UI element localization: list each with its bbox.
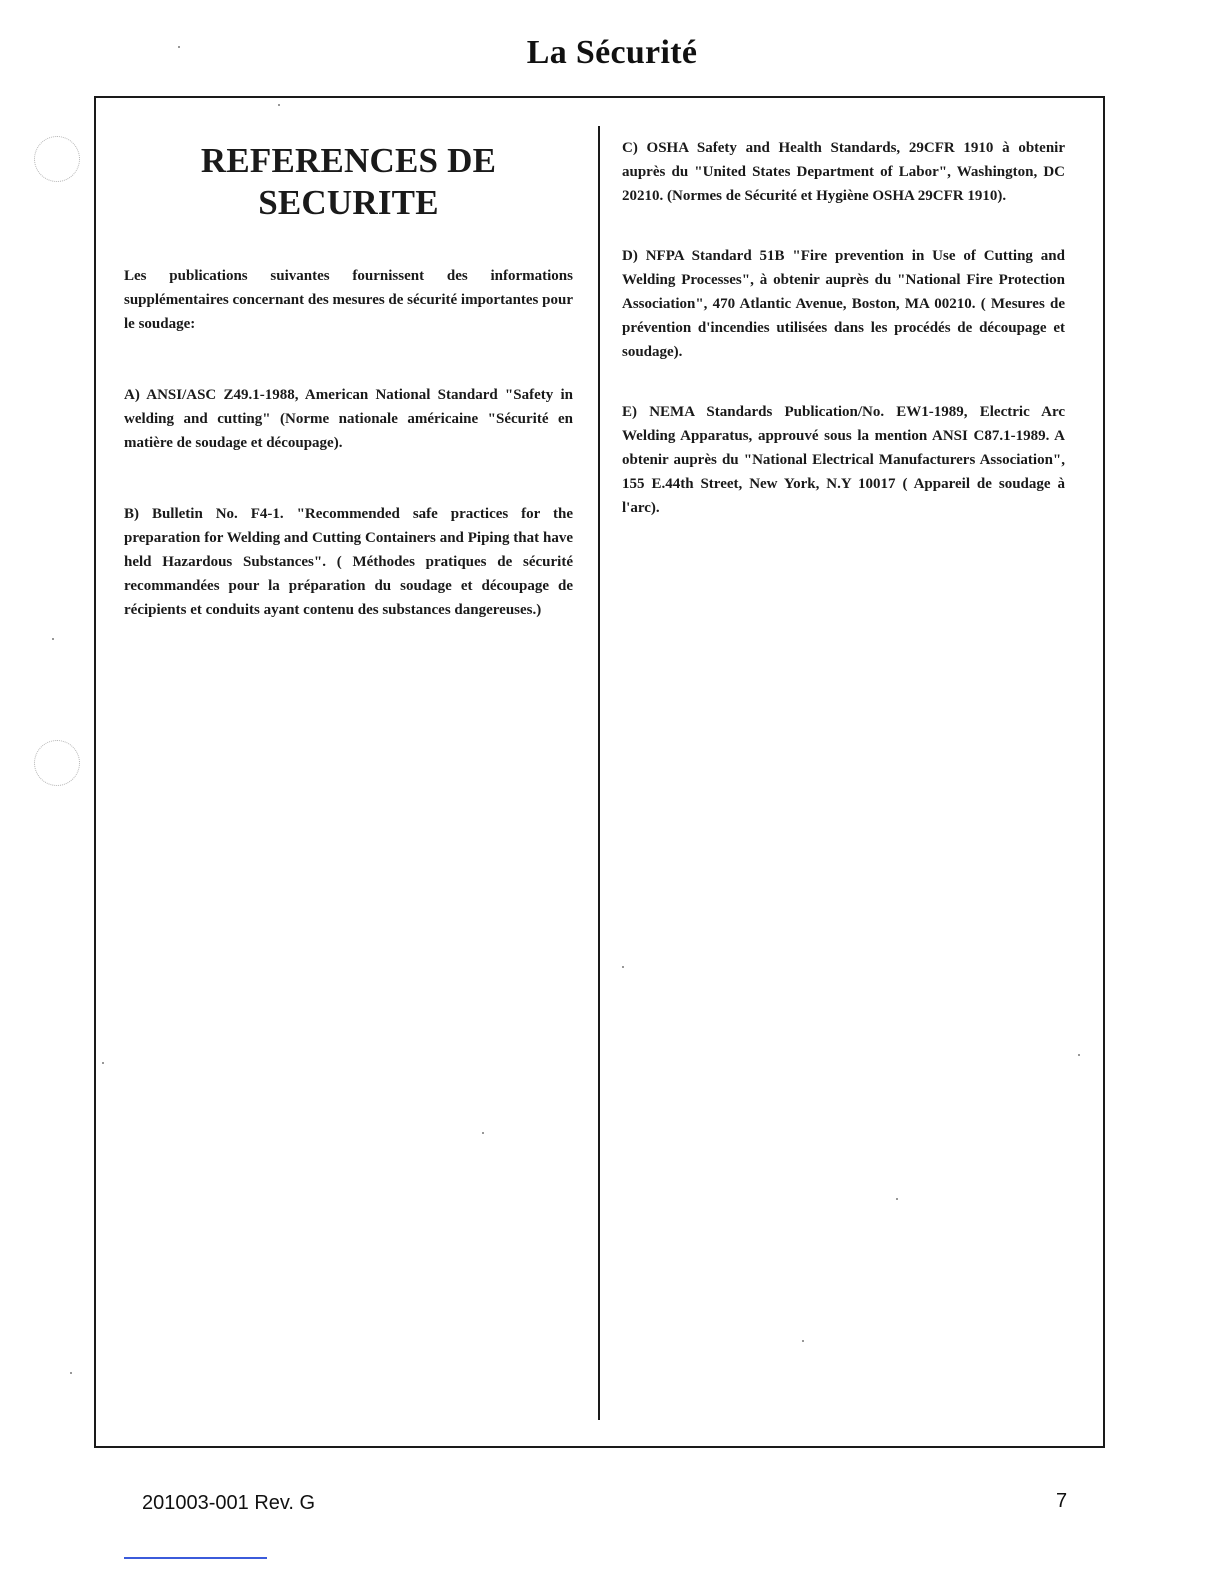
reference-item-d: D) NFPA Standard 51B "Fire prevention in Use of Cutting and Welding Processes", à obtenir auprès du "National Fire Protection Association", 470 Atlantic Avenue, Boston, MA 00210. ( Mesures de prévention d'incendies utilisées dans les procédés de découpage et soudage). (622, 248, 1065, 360)
binder-hole-mark (34, 740, 80, 786)
intro-paragraph: Les publications suivantes fournissent des informations supplémentaires concernant des mesures de sécurité importantes pour le soudage: (124, 268, 573, 332)
reference-item-c: C) OSHA Safety and Health Standards, 29CFR 1910 à obtenir auprès du "United States Department of Labor", Washington, DC 20210. (Normes de Sécurité et Hygiène OSHA 29CFR 1910). (622, 140, 1065, 204)
page-number: 7 (1056, 1490, 1068, 1512)
column-divider (598, 126, 600, 1420)
section-title-line-1: REFERENCES DE (200, 141, 497, 180)
scan-speck (482, 1132, 484, 1134)
scan-speck (178, 46, 180, 48)
reference-item-e: E) NEMA Standards Publication/No. EW1-1989, Electric Arc Welding Apparatus, approuvé sous la mention ANSI C87.1-1989. A obtenir auprès du "National Electrical Manufacturers Association", 155 E.44th Street, New York, N.Y 10017 ( Appareil de soudage à l'arc). (622, 404, 1065, 516)
bottom-rule (124, 1557, 267, 1559)
scan-speck (70, 1372, 72, 1374)
scan-speck (278, 104, 280, 106)
right-column (622, 136, 1065, 556)
section-title-line-2: SECURITE (258, 183, 439, 222)
scan-speck (896, 1198, 898, 1200)
binder-hole-mark (34, 136, 80, 182)
left-column (124, 140, 573, 669)
scan-speck (802, 1340, 804, 1342)
page-title: La Sécurité (526, 34, 698, 71)
scan-speck (52, 638, 54, 640)
section-title (124, 140, 573, 224)
reference-item-b: B) Bulletin No. F4-1. "Recommended safe practices for the preparation for Welding and Cutting Containers and Piping that have held Hazardous Substances". ( Méthodes pratiques de sécurité recommandées pour la préparation du soudage et découpage de récipients et conduits ayant contenu des substances dangereuses.) (124, 506, 573, 618)
document-number: 201003-001 Rev. G (142, 1492, 316, 1514)
scan-speck (102, 1062, 104, 1064)
scan-speck (622, 966, 624, 968)
scan-speck (1078, 1054, 1080, 1056)
reference-item-a: A) ANSI/ASC Z49.1-1988, American National Standard "Safety in welding and cutting" (Norme nationale américaine "Sécurité en matière de soudage et découpage). (124, 387, 573, 451)
